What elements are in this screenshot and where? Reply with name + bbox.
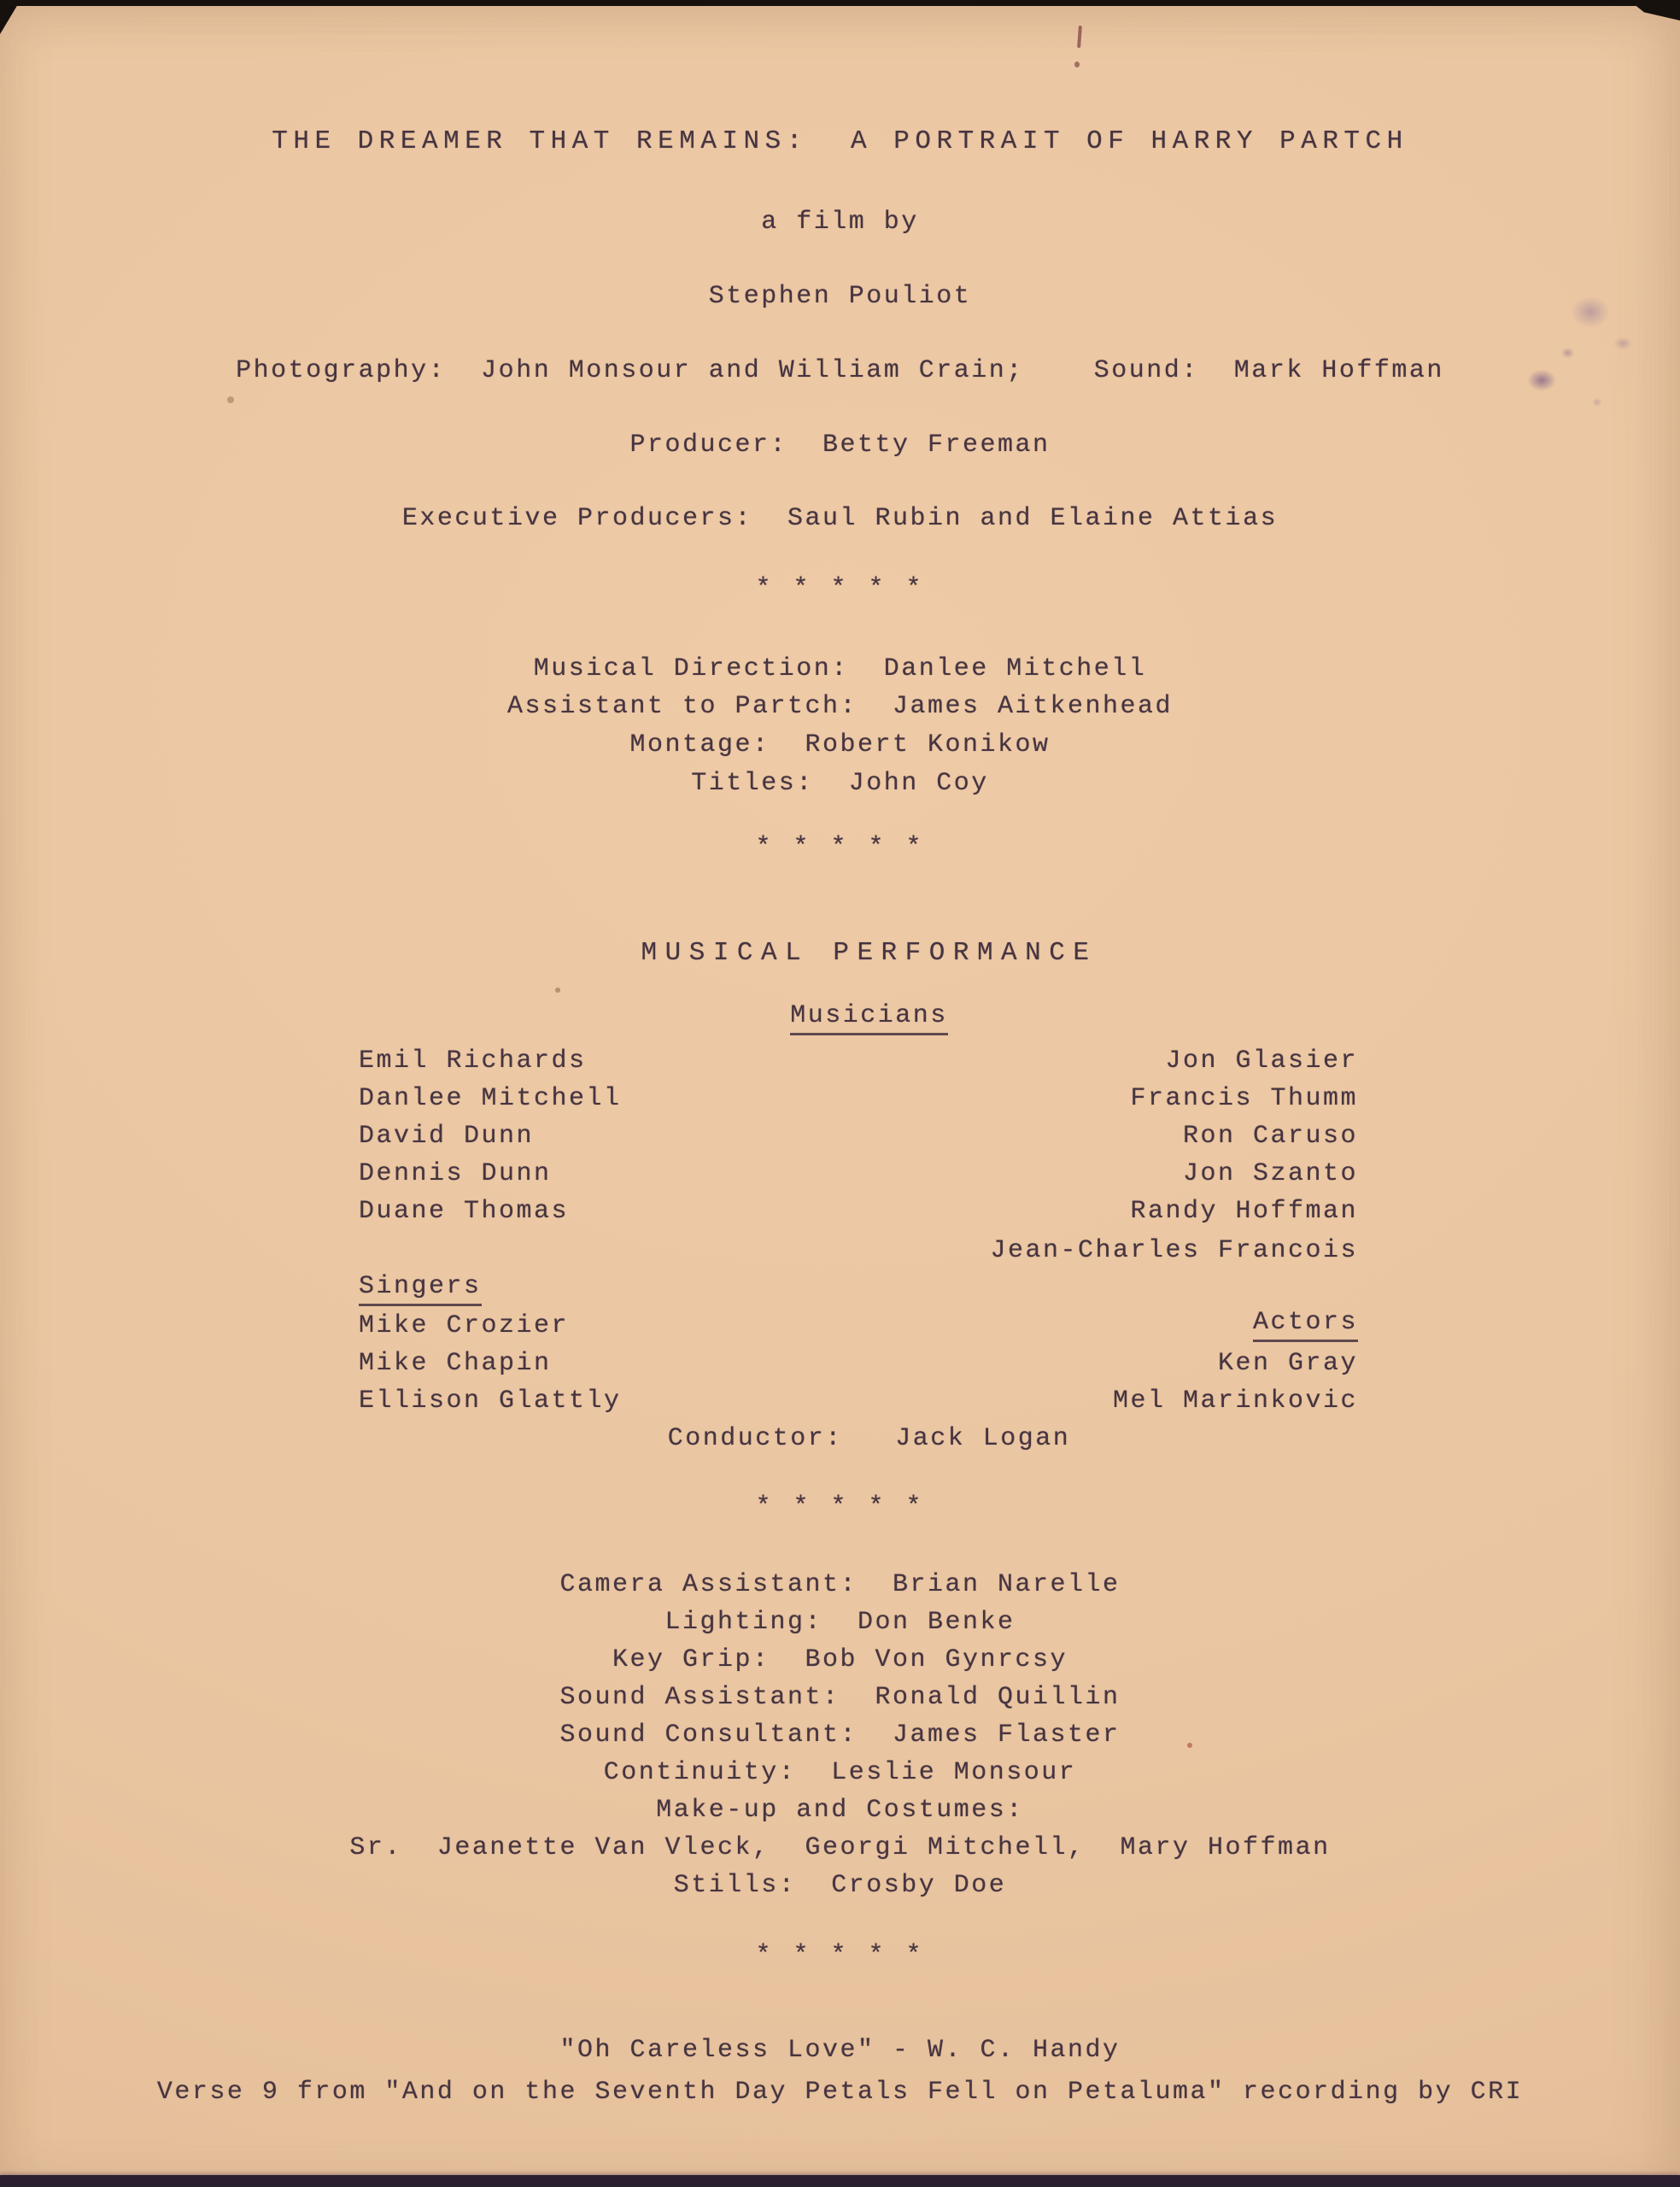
singers-label-text: Singers	[359, 1272, 482, 1306]
ink-speck	[1074, 62, 1080, 67]
assistant-to-partch-credit: Assistant to Partch: James Aitkenhead	[506, 692, 1174, 721]
singer-name: Mike Crozier	[359, 1311, 570, 1340]
separator-4: * * * * *	[755, 1941, 925, 1970]
singer-name: Ellison Glattly	[359, 1387, 622, 1416]
sound-assistant-credit: Sound Assistant: Ronald Quillin	[559, 1683, 1121, 1712]
musician-name: Randy Hoffman	[1130, 1197, 1358, 1226]
musician-name: Jon Glasier	[1165, 1047, 1358, 1076]
key-grip-credit: Key Grip: Bob Von Gynrcsy	[612, 1645, 1068, 1674]
actor-name: Ken Gray	[1217, 1349, 1358, 1378]
executive-producers-credit: Executive Producers: Saul Rubin and Elaine Attias	[401, 504, 1279, 533]
lighting-credit: Lighting: Don Benke	[664, 1608, 1016, 1637]
conductor-credit: Conductor: Jack Logan	[667, 1424, 1071, 1453]
titles-credit: Titles: John Coy	[691, 769, 989, 798]
musicians-label-text: Musicians	[790, 1001, 948, 1035]
ink-speck	[1077, 26, 1082, 48]
paper-speck	[227, 396, 234, 403]
musicians-label	[29, 1001, 1680, 1030]
makeup-costumes-names: Sr. Jeanette Van Vleck, Georgi Mitchell, Mary Hoffman	[349, 1833, 1331, 1862]
musician-name: Duane Thomas	[359, 1197, 570, 1226]
scan-edge-top	[0, 0, 1680, 6]
actors-label-text: Actors	[1253, 1308, 1358, 1342]
separator-1: * * * * *	[755, 574, 925, 603]
musician-name: Francis Thumm	[1130, 1084, 1358, 1113]
paper-speck	[555, 988, 560, 993]
song-credit: "Oh Careless Love" - W. C. Handy	[559, 2036, 1121, 2065]
musician-name: Jon Szanto	[1182, 1159, 1358, 1188]
montage-credit: Montage: Robert Konikow	[629, 730, 1051, 759]
scan-corner-top-left	[0, 0, 20, 34]
musical-performance-heading: MUSICAL PERFORMANCE	[641, 938, 1098, 968]
scan-edge-bottom	[0, 2175, 1680, 2187]
actor-name: Mel Marinkovic	[1112, 1387, 1358, 1416]
singer-name: Mike Chapin	[359, 1349, 552, 1378]
musical-direction-credit: Musical Direction: Danlee Mitchell	[533, 654, 1147, 683]
musician-name: David Dunn	[359, 1122, 535, 1151]
sound-consultant-credit: Sound Consultant: James Flaster	[559, 1721, 1121, 1750]
continuity-credit: Continuity: Leslie Monsour	[603, 1758, 1077, 1787]
singers-label	[359, 1272, 482, 1301]
musician-name: Danlee Mitchell	[359, 1084, 622, 1113]
recording-credit: Verse 9 from "And on the Seventh Day Petals Fell on Petaluma" recording by CRI	[156, 2078, 1524, 2107]
musician-name: Dennis Dunn	[359, 1159, 552, 1188]
photography-sound-credit: Photography: John Monsour and William Crain; Sound: Mark Hoffman	[236, 356, 1444, 385]
musician-name: Jean-Charles Francois	[990, 1236, 1358, 1265]
musician-name: Emil Richards	[359, 1047, 587, 1076]
scan-corner-top-right	[1629, 0, 1680, 21]
director-name: Stephen Pouliot	[708, 282, 972, 311]
actors-label	[1253, 1308, 1358, 1337]
stills-credit: Stills: Crosby Doe	[673, 1871, 1007, 1900]
separator-2: * * * * *	[755, 833, 925, 862]
musician-name: Ron Caruso	[1182, 1122, 1358, 1151]
film-title: THE DREAMER THAT REMAINS: A PORTRAIT OF HARRY PARTCH	[272, 126, 1408, 156]
separator-3: * * * * *	[755, 1492, 925, 1522]
camera-assistant-credit: Camera Assistant: Brian Narelle	[559, 1570, 1121, 1599]
byline: a film by	[761, 208, 919, 237]
producer-credit: Producer: Betty Freeman	[629, 431, 1051, 460]
makeup-costumes-label: Make-up and Costumes:	[656, 1796, 1024, 1825]
